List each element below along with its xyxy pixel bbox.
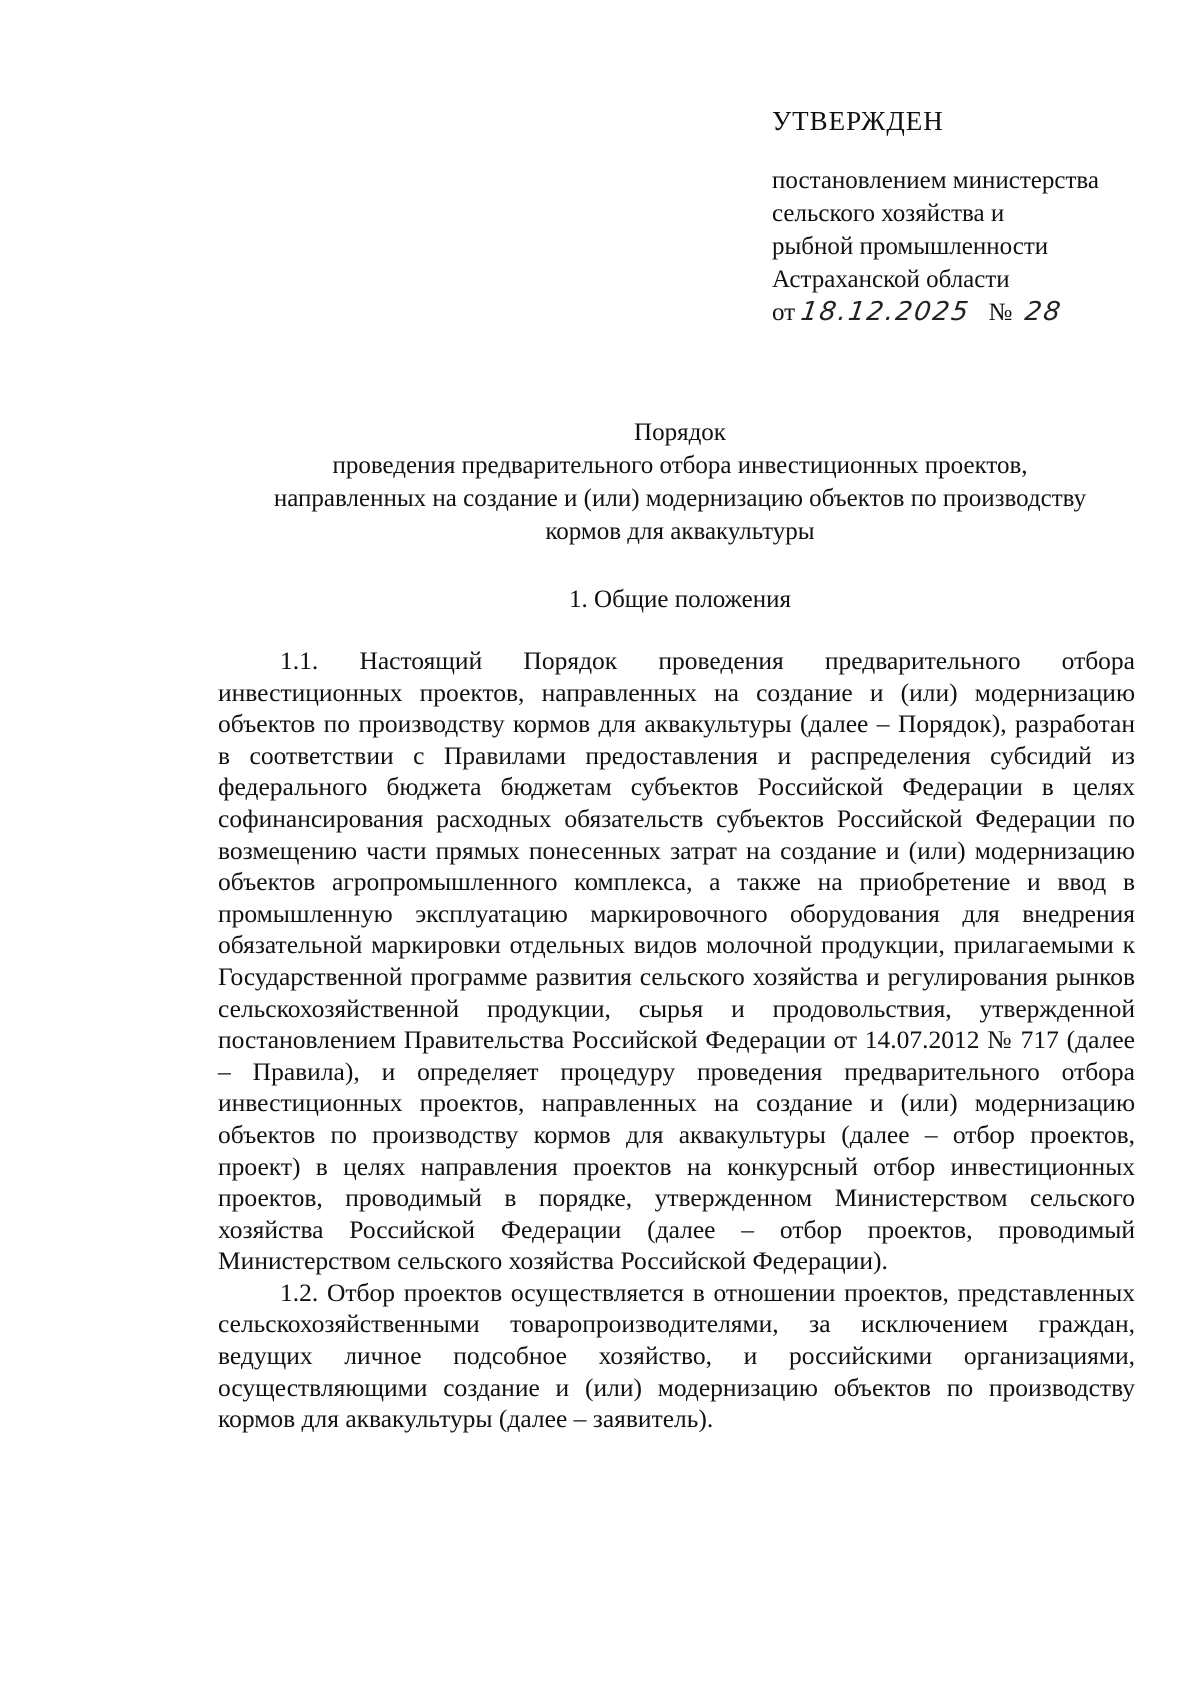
handwritten-date: 18.12.2025 [799,297,973,327]
approval-title: УТВЕРЖДЕН [772,106,944,136]
approval-block [772,100,1172,331]
document-title-line: направленных на создание и (или) модернизацию объектов по производству [273,485,1087,512]
number-prefix: № [988,299,1013,326]
approval-line: Астраханской области [772,266,1010,293]
document-title-line: кормов для аквакультуры [545,518,815,545]
approval-date-line [772,294,1172,331]
approval-line: сельского хозяйства и [772,200,1005,227]
handwritten-number: 28 [1022,297,1064,327]
document-title-line: Порядок [634,419,726,446]
approval-line: постановлением министерства [772,167,1099,194]
approval-line: рыбной промышленности [772,233,1049,260]
document-title [210,416,1150,548]
paragraph-1-2: 1.2. Отбор проектов осуществляется в отношении проектов, представленных сельскохозяйственными товаропроизводителями, за исключением граждан, ведущих личное подсобное хозяйство, и российскими организациями, осуществляющими создание и (или) модернизацию объектов по производству кормов для аквакультуры (далее – заявитель). [218,1277,1135,1434]
date-prefix: от [772,299,796,326]
document-title-line: проведения предварительного отбора инвестиционных проектов, [332,452,1028,479]
section-heading: 1. Общие положения [569,586,791,613]
paragraph-1-1: 1.1. Настоящий Порядок проведения предварительного отбора инвестиционных проектов, направленных на создание и (или) модернизацию объектов по производству кормов для аквакультуры (далее – Порядок), разработан в соответствии с Правилами предоставления и распределения субсидий из федерального бюджета бюджетам субъектов Российской Федерации в целях софинансирования расходных обязательств субъектов Российской Федерации по возмещению части прямых понесенных затрат на создание и (или) модернизацию объектов агропромышленного комплекса, а также на приобретение и ввод в промышленную эксплуатацию маркировочного оборудования для внедрения обязательной маркировки отдельных видов молочной продукции, прилагаемыми к Государственной программе развития сельского хозяйства и регулирования рынков сельскохозяйственной продукции, сырья и продовольствия, утвержденной постановлением Правительства Российской Федерации от 14.07.2012 № 717 (далее – Правила), и определяет процедуру проведения предварительного отбора инвестиционных проектов, направленных на создание и (или) модернизацию объектов по производству кормов для аквакультуры (далее – отбор проектов, проект) в целях направления проектов на конкурсный отбор инвестиционных проектов, проводимый в порядке, утвержденном Министерством сельского хозяйства Российской Федерации (далее – отбор проектов, проводимый Министерством сельского хозяйства Российской Федерации). [218,646,1135,1276]
document-body [218,645,1135,1435]
